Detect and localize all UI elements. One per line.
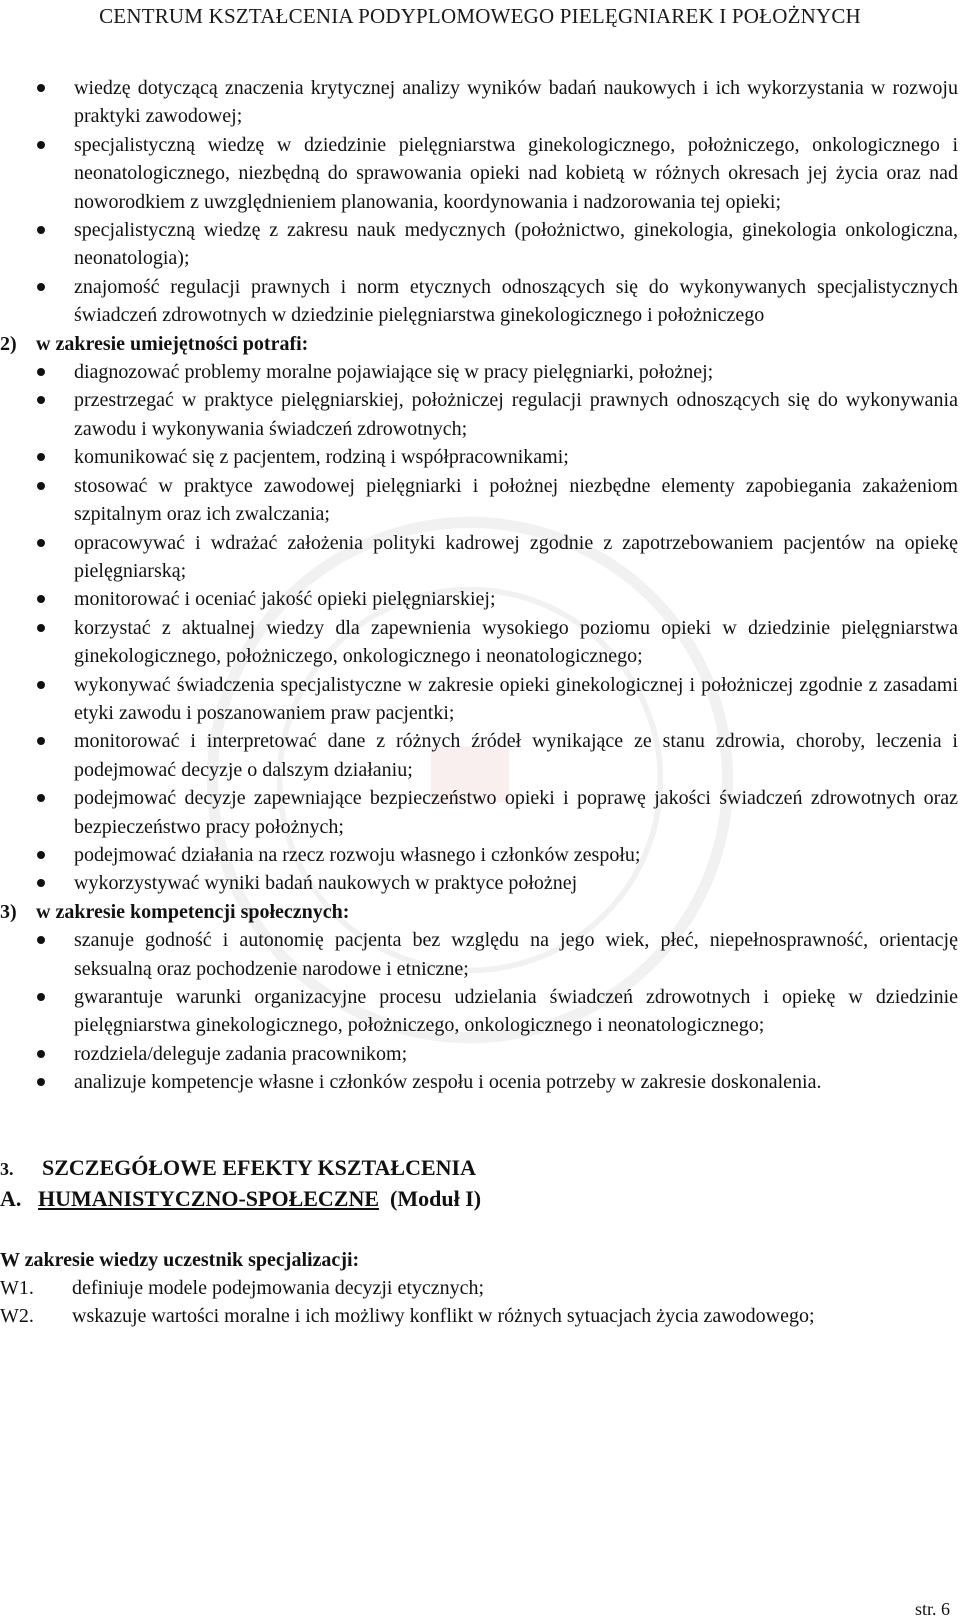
- list-item: specjalistyczną wiedzę w dziedzinie pielęgniarstwa ginekologicznego, położniczego, onkologicznego i neonatologicznego, niezbędną do sprawowania opieki nad kobietą w różnych okresach jej życia oraz nad noworodkiem z uwzględnieniem planowania, koordynowania i nadzorowania tej opieki;: [28, 131, 958, 216]
- bullet-icon: [37, 879, 45, 887]
- list-item: wykorzystywać wyniki badań naukowych w praktyce położnej: [28, 869, 958, 897]
- bullet-icon: [37, 624, 45, 632]
- module-label: (Moduł I): [390, 1185, 482, 1211]
- list-item: rozdziela/deleguje zadania pracownikom;: [28, 1040, 958, 1068]
- bullet-icon: [37, 936, 45, 944]
- section-3-title: [0, 1153, 958, 1184]
- list-item: diagnozować problemy moralne pojawiające się w pracy pielęgniarki, położnej;: [28, 358, 958, 386]
- section-title: w zakresie umiejętności potrafi:: [36, 332, 309, 355]
- section-number: A.: [0, 1185, 22, 1211]
- list-item: przestrzegać w praktyce pielęgniarskiej, położniczej regulacji prawnych odnoszących się do wykonywania zawodu i wykonywania świadczeń zdrowotnych;: [28, 386, 958, 443]
- bullet-icon: [37, 482, 45, 490]
- list-item: wykonywać świadczenia specjalistyczne w zakresie opieki ginekologicznej i położniczej zgodnie z zasadami etyki zawodu i poszanowaniem praw pacjentki;: [28, 671, 958, 728]
- bullet-icon: [37, 453, 45, 461]
- section-title: SZCZEGÓŁOWE EFEKTY KSZTAŁCENIA: [42, 1154, 476, 1180]
- list-item: monitorować i interpretować dane z różnych źródeł wynikające ze stanu zdrowia, choroby, leczenia i podejmować decyzje o dalszym działaniu;: [28, 727, 958, 784]
- list-item: specjalistyczną wiedzę z zakresu nauk medycznych (położnictwo, ginekologia, ginekologia onkologiczna, neonatologia);: [28, 216, 958, 273]
- bullet-icon: [37, 1050, 45, 1058]
- page-number: str. 6: [914, 1599, 950, 1619]
- outcome-text: wskazuje wartości moralne i ich możliwy konflikt w różnych sytuacjach życia zawodowego;: [72, 1305, 815, 1328]
- section-title: HUMANISTYCZNO-SPOŁECZNE: [38, 1185, 380, 1211]
- section-a-title: [0, 1184, 958, 1214]
- bullet-icon: [37, 681, 45, 689]
- outcome-code: W2.: [0, 1305, 34, 1328]
- skills-heading: [0, 330, 958, 358]
- list-item: podejmować działania na rzecz rozwoju własnego i członków zespołu;: [28, 841, 958, 869]
- bullet-icon: [37, 368, 45, 376]
- list-item: znajomość regulacji prawnych i norm etycznych odnoszących się do wykonywanych specjalistycznych świadczeń zdrowotnych w dziedzinie pielęgniarstwa ginekologicznego i położniczego: [28, 273, 958, 330]
- outcome-row: [0, 1302, 958, 1330]
- list-item: analizuje kompetencje własne i członków zespołu i ocenia potrzeby w zakresie doskonalenia.: [28, 1068, 958, 1096]
- outcome-code: W1.: [0, 1277, 34, 1300]
- list-item: monitorować i oceniać jakość opieki pielęgniarskiej;: [28, 585, 958, 613]
- bullet-icon: [37, 283, 45, 291]
- social-heading: [0, 898, 958, 926]
- list-item: gwarantuje warunki organizacyjne procesu udzielania świadczeń zdrowotnych i opiekę w dziedzinie pielęgniarstwa ginekologicznego, położniczego, onkologicznego i neonatologicznego;: [28, 983, 958, 1040]
- bullet-icon: [37, 993, 45, 1001]
- outcome-row: [0, 1274, 958, 1302]
- list-item: stosować w praktyce zawodowej pielęgniarki i położnej niezbędne elementy zapobiegania zakażeniom szpitalnym oraz ich zwalczania;: [28, 472, 958, 529]
- social-list: [28, 926, 958, 1096]
- list-item: szanuje godność i autonomię pacjenta bez względu na jego wiek, płeć, niepełnosprawność, orientację seksualną oraz pochodzenie narodowe i etniczne;: [28, 926, 958, 983]
- bullet-icon: [37, 851, 45, 859]
- section-number: 3.: [0, 1158, 14, 1179]
- bullet-icon: [37, 84, 45, 92]
- document-body: [0, 74, 958, 1331]
- page-header: CENTRUM KSZTAŁCENIA PODYPLOMOWEGO PIELĘGNIAREK I POŁOŻNYCH: [99, 4, 861, 28]
- bullet-icon: [37, 396, 45, 404]
- knowledge-scope-heading: W zakresie wiedzy uczestnik specjalizacji:: [0, 1248, 360, 1271]
- outcome-text: definiuje modele podejmowania decyzji etycznych;: [72, 1277, 485, 1300]
- bullet-icon: [37, 595, 45, 603]
- bullet-icon: [37, 226, 45, 234]
- bullet-icon: [37, 737, 45, 745]
- section-number: 2): [0, 332, 17, 355]
- bullet-icon: [37, 794, 45, 802]
- section-number: 3): [0, 900, 17, 923]
- bullet-icon: [37, 141, 45, 149]
- bullet-icon: [37, 539, 45, 547]
- knowledge-list: [28, 74, 958, 330]
- list-item: podejmować decyzje zapewniające bezpieczeństwo opieki i poprawę jakości świadczeń zdrowotnych oraz bezpieczeństwo pracy położnych;: [28, 784, 958, 841]
- list-item: opracowywać i wdrażać założenia polityki kadrowej zgodnie z zapotrzebowaniem pacjentów na opiekę pielęgniarską;: [28, 529, 958, 586]
- list-item: komunikować się z pacjentem, rodziną i współpracownikami;: [28, 443, 958, 471]
- list-item: wiedzę dotyczącą znaczenia krytycznej analizy wyników badań naukowych i ich wykorzystania w rozwoju praktyki zawodowej;: [28, 74, 958, 131]
- section-title: w zakresie kompetencji społecznych:: [36, 900, 350, 923]
- skills-list: [28, 358, 958, 898]
- list-item: korzystać z aktualnej wiedzy dla zapewnienia wysokiego poziomu opieki w dziedzinie pielęgniarstwa ginekologicznego, położniczego, onkologicznego i neonatologicznego;: [28, 614, 958, 671]
- bullet-icon: [37, 1078, 45, 1086]
